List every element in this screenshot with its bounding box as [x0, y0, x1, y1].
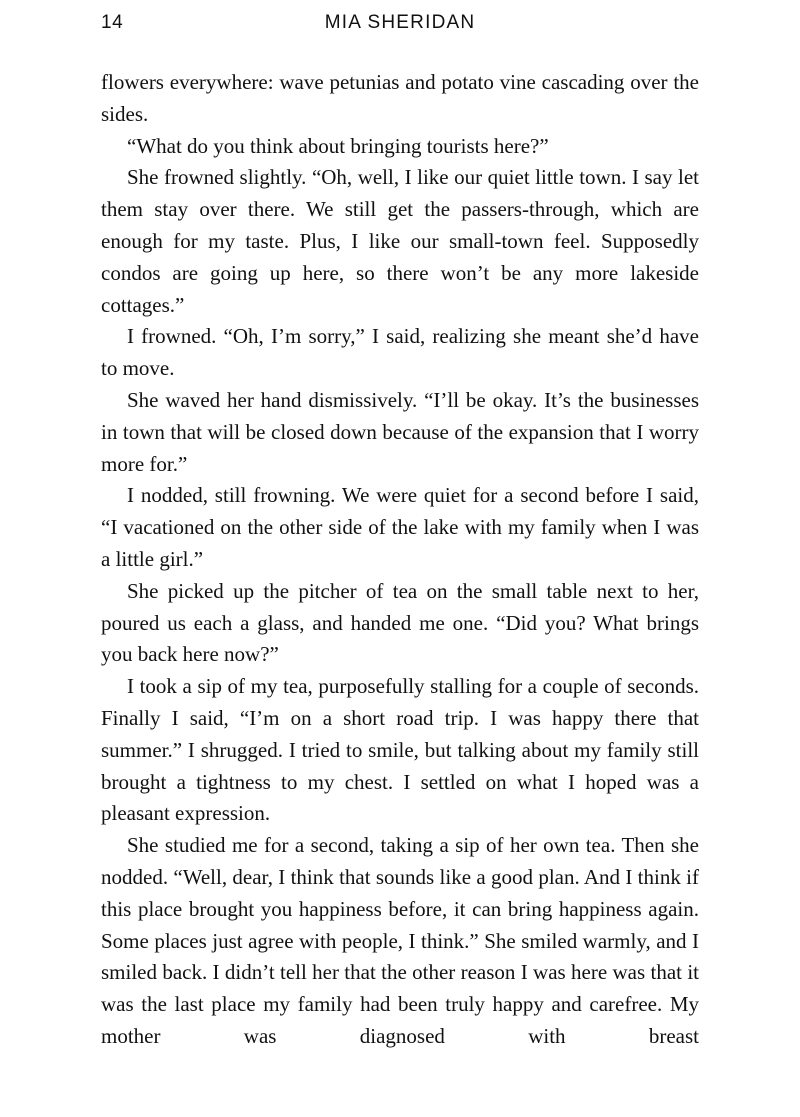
running-head-author: MIA SHERIDAN [324, 12, 476, 33]
paragraph: “What do you think about bringing tourists here?” [127, 133, 549, 158]
paragraph: I nodded, still frowning. We were quiet for a second before I said, “I vacationed on the other side of the lake with my family when I was a little girl.” [101, 483, 699, 571]
paragraph: She waved her hand dismissively. “I’ll be okay. It’s the businesses in town that will be closed down because of the expansion that I worry more for.” [101, 387, 699, 476]
paragraph-continued: flowers everywhere: wave petunias and potato vine cascading over the sides. [101, 70, 699, 126]
paragraph: I took a sip of my tea, purposefully stalling for a couple of seconds. Finally I said, “I’m on a short road trip. I was happy there that summer.” I shrugged. I tried to smile, but talking about my family still brought a tightness to my chest. I settled on what I hoped was a pleasant expression. [101, 674, 699, 826]
paragraph: She picked up the pitcher of tea on the small table next to her, poured us each a glass, and handed me one. “Did you? What brings you back here now?” [101, 578, 699, 667]
paragraph: She frowned slightly. “Oh, well, I like our quiet little town. I say let them stay over there. We still get the passers-through, which are enough for my taste. Plus, I like our small-town feel. Supposedly condos are going up here, so there won’t be any more lakeside cottages.” [101, 165, 699, 317]
page-number: 14 [101, 12, 124, 33]
paragraph: I frowned. “Oh, I’m sorry,” I said, realizing she meant she’d have to move. [101, 324, 699, 381]
body-text [101, 67, 699, 1053]
paragraph-continues-next-page: She studied me for a second, taking a sip of her own tea. Then she nodded. “Well, dear, I think that sounds like a good plan. And I think if this place brought you happiness before, it can bring happiness again. Some places just agree with people, I think.” She smiled warmly, and I smiled back. I didn’t tell her that the other reason I was here was that it was the last place my family had been truly happy and carefree. My mother was diagnosed with breast [101, 833, 699, 1048]
